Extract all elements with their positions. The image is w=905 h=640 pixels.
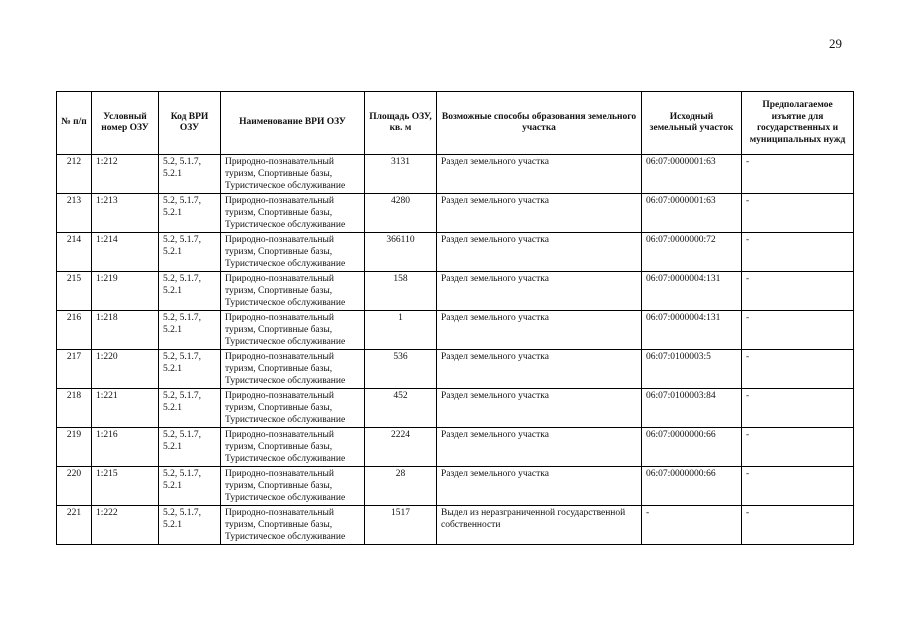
cell-seizure: - (742, 350, 854, 389)
cell-vri-code: 5.2, 5.1.7, 5.2.1 (159, 155, 221, 194)
cell-vri-name: Природно-познавательный туризм, Спортивные базы, Туристическое обслуживание (221, 272, 365, 311)
table-row (57, 506, 854, 545)
cell-vri-code: 5.2, 5.1.7, 5.2.1 (159, 467, 221, 506)
table-body (57, 155, 854, 545)
cell-area: 1517 (365, 506, 437, 545)
cell-vri-name: Природно-познавательный туризм, Спортивные базы, Туристическое обслуживание (221, 350, 365, 389)
cell-number: 215 (57, 272, 92, 311)
cell-vri-name: Природно-познавательный туризм, Спортивные базы, Туристическое обслуживание (221, 233, 365, 272)
cell-formation-method: Раздел земельного участка (437, 467, 642, 506)
cell-vri-code: 5.2, 5.1.7, 5.2.1 (159, 350, 221, 389)
table-row (57, 389, 854, 428)
cell-number: 217 (57, 350, 92, 389)
cell-vri-name: Природно-познавательный туризм, Спортивные базы, Туристическое обслуживание (221, 155, 365, 194)
table-row (57, 272, 854, 311)
cell-area: 536 (365, 350, 437, 389)
cell-formation-method: Раздел земельного участка (437, 194, 642, 233)
cell-formation-method: Раздел земельного участка (437, 389, 642, 428)
cell-number: 218 (57, 389, 92, 428)
cell-formation-method: Раздел земельного участка (437, 272, 642, 311)
cell-formation-method: Раздел земельного участка (437, 428, 642, 467)
cell-conditional-number: 1:219 (92, 272, 159, 311)
table-row (57, 233, 854, 272)
header-seizure: Предполагаемое изъятие для государственных и муниципальных нужд (742, 92, 854, 155)
cell-seizure: - (742, 194, 854, 233)
cell-source-plot: 06:07:0000000:72 (642, 233, 742, 272)
header-formation-method: Возможные способы образования земельного участка (437, 92, 642, 155)
cell-source-plot: 06:07:0000000:66 (642, 428, 742, 467)
cell-vri-code: 5.2, 5.1.7, 5.2.1 (159, 506, 221, 545)
cell-vri-name: Природно-познавательный туризм, Спортивные базы, Туристическое обслуживание (221, 467, 365, 506)
cell-seizure: - (742, 428, 854, 467)
cell-seizure: - (742, 506, 854, 545)
cell-seizure: - (742, 233, 854, 272)
cell-vri-code: 5.2, 5.1.7, 5.2.1 (159, 428, 221, 467)
cell-conditional-number: 1:212 (92, 155, 159, 194)
cell-number: 212 (57, 155, 92, 194)
cell-number: 213 (57, 194, 92, 233)
header-vri-name: Наименование ВРИ ОЗУ (221, 92, 365, 155)
cell-conditional-number: 1:215 (92, 467, 159, 506)
cell-vri-name: Природно-познавательный туризм, Спортивные базы, Туристическое обслуживание (221, 311, 365, 350)
cell-conditional-number: 1:216 (92, 428, 159, 467)
header-number: № п/п (57, 92, 92, 155)
cell-source-plot: 06:07:0100003:5 (642, 350, 742, 389)
cell-number: 216 (57, 311, 92, 350)
cell-vri-code: 5.2, 5.1.7, 5.2.1 (159, 233, 221, 272)
cell-area: 158 (365, 272, 437, 311)
cell-formation-method: Раздел земельного участка (437, 233, 642, 272)
cell-vri-name: Природно-познавательный туризм, Спортивные базы, Туристическое обслуживание (221, 389, 365, 428)
table-row (57, 311, 854, 350)
cell-vri-name: Природно-познавательный туризм, Спортивные базы, Туристическое обслуживание (221, 194, 365, 233)
cell-source-plot: 06:07:0000004:131 (642, 311, 742, 350)
cell-source-plot: 06:07:0000000:66 (642, 467, 742, 506)
table-row (57, 467, 854, 506)
cell-seizure: - (742, 389, 854, 428)
table-row (57, 428, 854, 467)
cell-formation-method: Раздел земельного участка (437, 155, 642, 194)
cell-seizure: - (742, 311, 854, 350)
cell-source-plot: 06:07:0000001:63 (642, 194, 742, 233)
cell-number: 219 (57, 428, 92, 467)
cell-vri-name: Природно-познавательный туризм, Спортивные базы, Туристическое обслуживание (221, 428, 365, 467)
table-row (57, 155, 854, 194)
cell-formation-method: Раздел земельного участка (437, 350, 642, 389)
cell-vri-code: 5.2, 5.1.7, 5.2.1 (159, 272, 221, 311)
cell-vri-code: 5.2, 5.1.7, 5.2.1 (159, 311, 221, 350)
cell-vri-code: 5.2, 5.1.7, 5.2.1 (159, 194, 221, 233)
table-row (57, 194, 854, 233)
cell-area: 2224 (365, 428, 437, 467)
cell-seizure: - (742, 272, 854, 311)
cell-source-plot: 06:07:0100003:84 (642, 389, 742, 428)
cell-formation-method: Выдел из неразграниченной государственной собственности (437, 506, 642, 545)
cell-conditional-number: 1:214 (92, 233, 159, 272)
cell-seizure: - (742, 155, 854, 194)
header-conditional-number: Условный номер ОЗУ (92, 92, 159, 155)
cell-area: 452 (365, 389, 437, 428)
cell-formation-method: Раздел земельного участка (437, 311, 642, 350)
cell-vri-code: 5.2, 5.1.7, 5.2.1 (159, 389, 221, 428)
cell-area: 3131 (365, 155, 437, 194)
table-header-row (57, 92, 854, 155)
page-number: 29 (829, 36, 842, 51)
cell-area: 28 (365, 467, 437, 506)
cell-seizure: - (742, 467, 854, 506)
table-row (57, 350, 854, 389)
cell-source-plot: 06:07:0000001:63 (642, 155, 742, 194)
cell-source-plot: - (642, 506, 742, 545)
cell-number: 214 (57, 233, 92, 272)
header-area: Площадь ОЗУ, кв. м (365, 92, 437, 155)
cell-vri-name: Природно-познавательный туризм, Спортивные базы, Туристическое обслуживание (221, 506, 365, 545)
land-plots-table (56, 91, 854, 545)
cell-conditional-number: 1:220 (92, 350, 159, 389)
cell-conditional-number: 1:222 (92, 506, 159, 545)
cell-number: 221 (57, 506, 92, 545)
header-source-plot: Исходный земельный участок (642, 92, 742, 155)
cell-conditional-number: 1:218 (92, 311, 159, 350)
header-vri-code: Код ВРИ ОЗУ (159, 92, 221, 155)
cell-area: 4280 (365, 194, 437, 233)
cell-conditional-number: 1:221 (92, 389, 159, 428)
cell-number: 220 (57, 467, 92, 506)
cell-area: 366110 (365, 233, 437, 272)
cell-source-plot: 06:07:0000004:131 (642, 272, 742, 311)
cell-conditional-number: 1:213 (92, 194, 159, 233)
cell-area: 1 (365, 311, 437, 350)
